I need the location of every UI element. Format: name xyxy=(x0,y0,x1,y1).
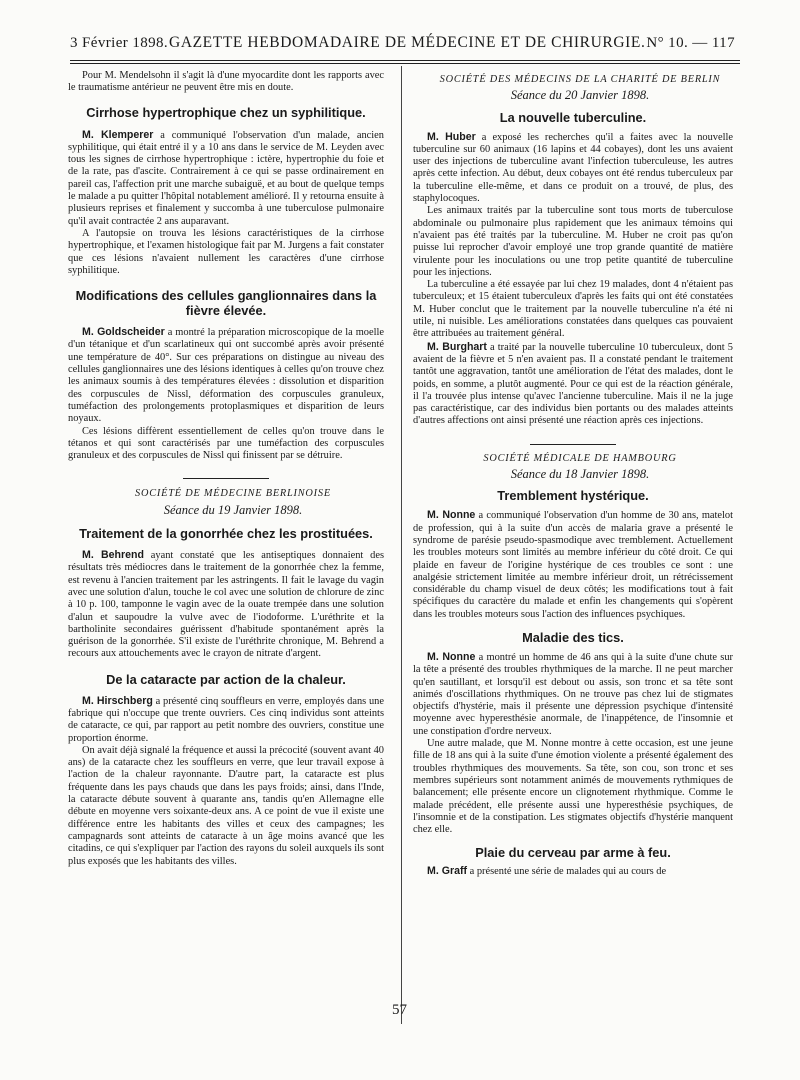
paragraph-klemperer: M. Klemperer a communiqué l'observation d'un malade, ancien syphilitique, qui était entré il y a 10 ans dans le service de M. Leyden avec tous les signes de cirrhose hypertrophique : ictère, hypertrophie du foie et de la rate, pas d'ascite. Contrairement à ce qui se passe ordinairement en pareil cas, l'affection prit une marche subaiguë, et au bout de quelque temps le malade a pu quitter l'hôpital notablement amélioré. Il y retourna ensuite à plusieurs reprises et finalement y succomba à une tuberculose pulmonaire qu'il avait contractée 2 ans auparavant. xyxy=(68,128,384,227)
heading-tremblement: Tremblement hystérique. xyxy=(497,488,649,504)
society-berlin: SOCIÉTÉ DE MÉDECINE BERLINOISE xyxy=(135,488,331,500)
paragraph-goldscheider: M. Goldscheider a montré la préparation microscopique de la moelle d'un tétanique et d'un scarlatineux qui ont succombé après avoir présenté une température de 40°. Sur ces préparations on distingue au niveau des cellules ganglionnaires une des lésions identiques à celles qu'on trouve chez les animaux soumis à des températures élevées : dissolution et disparition des corpuscules de Nissl, déformation des corpuscules granuleux, tuméfaction des prolongements protoplasmiques et disparition de leurs noyaux. xyxy=(68,326,385,425)
society-hambourg: SOCIÉTÉ MÉDICALE DE HAMBOURG xyxy=(483,452,677,464)
column-separator xyxy=(401,66,402,1024)
header-rule xyxy=(70,60,740,61)
header-title: GAZETTE HEBDOMADAIRE DE MÉDECINE ET DE CHIRURGIE. xyxy=(169,34,646,51)
author-nonne: M. Nonne xyxy=(427,650,476,663)
heading-tics: Maladie des tics. xyxy=(522,629,624,645)
paragraph-animaux: Les animaux traités par la tuberculine sont tous morts de tuberculose abdominale ou pulmonaire plus rapidement que les animaux témoins qui n'avaient pas été traités par la tuberculine. M. Huber ne croit pas qu'on puisse lui reprocher d'avoir employé une trop grande quantité de matière virulente pour les inoculations ou une trop petite quantité de tuberculine pour les injections. xyxy=(413,205,733,278)
heading-modifications: Modifications des cellules ganglionnaires dans la fièvre élevée. xyxy=(75,288,377,319)
paragraph-autre: Une autre malade, que M. Nonne montre à cette occasion, est une jeune fille de 18 ans qui à la suite d'une émotion violente a présenté également des troubles rhythmiques des mouvements. Sa tête, son cou, son tronc et ses membres supérieurs sont notamment animés de mouvements rythmiques de balancement; elle présente encore un clignotement rhythmique. Comme le malade précédent, elle présente aussi une hyperesthésie psychiques, de l'insomnie et de la constipation. Les stigmates objectifs d'hystérie manquent chez elle. xyxy=(413,738,733,836)
author-hirschberg: M. Hirschberg xyxy=(82,694,153,707)
paragraph-nonne-1: M. Nonne a communiqué l'observation d'un homme de 30 ans, matelot de profession, qui à la suite d'un accès de malaria grave a présenté le syndrome de parésie pseudo-spasmodique avec tremblement. Actuellement les troubles moteurs sont limités au membre inférieur du côté droit. Ce qui plaide en faveur de l'origine hystérique de ces troubles ce sont : une analgésie strictement limitée au membre inférieur droit, un rétrécissement considérable du champ visuel de deux côtés; les modifications tout à fait spécifiques du caractère du malade et enfin les changements qui s'opèrent dans les troubles moteurs sous l'action des influences psychiques. xyxy=(413,509,733,620)
paragraph-nonne-2: M. Nonne a montré un homme de 46 ans qui à la suite d'une chute sur la tête a présenté des troubles rhythmiques de la marche. Il ne peut marcher qu'en sautillant, et lorsqu'il est debout ou assis, son tronc et sa tête sont animés d'oscillations rhythmiques. On ne trouve pas chez lui de stigmates objectifs d'hystérie, mais il présente une dépression psychique d'intensité moyenne avec hyperesthésie anormale, de l'inappétence, de l'insomnie et une constipation d'ordre nerveux. xyxy=(413,650,733,737)
paragraph-burghart: M. Burghart a traité par la nouvelle tuberculine 10 tuberculeux, dont 5 avaient de la fièvre et 5 n'en avaient pas. Il a constaté pendant le traitement tantôt une aggravation, tantôt une amélioration de l'état des malades, dont le poids, en somme, a plutôt augmenté. Pour ce qui est de la réaction générale, il l'a trouvée plus intense qu'avec l'ancienne tuberculine. Mais il ne la juge pas caractéristique, car des individus bien portants ou des malades atteints d'autres affections ont ainsi présenté une réaction après ces injections. xyxy=(413,340,733,427)
page-number: 57 xyxy=(392,1002,407,1018)
author-behrend: M. Behrend xyxy=(82,549,144,562)
seance-berlin: Séance du 19 Janvier 1898. xyxy=(163,502,303,517)
paragraph-essayee: La tuberculine a été essayée par lui chez 19 malades, dont 4 n'étaient pas tuberculeux; et 15 étaient tuberculeux d'après les faits qui ont été constatées M. Huber conclut que le traitement par la nouvelle tuberculine n'a été ni utile, ni nuisible. Les améliorations constatées dans quelques cas pouvaient être attribuées au traitement général. xyxy=(413,279,733,340)
society-charite: SOCIÉTÉ DES MÉDECINS DE LA CHARITÉ DE BERLIN xyxy=(439,74,721,85)
seance-hambourg: Séance du 18 Janvier 1898. xyxy=(510,467,650,482)
paragraph-huber: M. Huber a exposé les recherches qu'il a faites avec la nouvelle tuberculine sur 60 animaux (16 lapins et 44 cobayes), dont les uns avaient user des injections de tuberculine avant l'infection tuberculeuse, les autres après cette infection. Au début, deux cobayes ont été rendus tuberculeux par la tuberculine elle-même, et dans ce produit on a trouvé, de plus, des staphylocoques. xyxy=(413,130,733,205)
paragraph-lesions: Ces lésions diffèrent essentiellement de celles qu'on trouve dans le tétanos et qui sont caractérisés par une tuméfaction des corpuscules granuleux et des corpuscules de Nissl qui finissent par se détruire. xyxy=(68,425,384,462)
paragraph-autopsie: A l'autopsie on trouva les lésions caractéristiques de la cirrhose hypertrophique, et l'examen histologique fait par M. Jurgens a fait constater que ces lésions n'avaient nullement les caractères d'une cirrhose syphilitique. xyxy=(68,227,384,276)
heading-plaie: Plaie du cerveau par arme à feu. xyxy=(475,845,671,861)
paragraph-behrend: M. Behrend ayant constaté que les antiseptiques donnaient des résultats très médiocres dans le traitement de la gonorrhée chez la femme, est revenu à l'ancien traitement par les astringents. Il fait le lavage du vagin avec une solution d'alun, touche le col avec une solution de chlorure de zinc à 10 p. 100, tamponne le vagin avec de la ouate trempée dans une solution d'alun et saupoudre la vulve avec de l'iodoforme. L'uréthrite et la bartholinite secondaires guérissent d'habitude spontanément après la guérison de la gonorrhée. S'il existe de l'uréthrite chronique, M. Behrend a recours aux attouchements avec le crayon de nitrate d'argent. xyxy=(68,549,384,660)
header-rule-double xyxy=(70,63,740,64)
author-nonne: M. Nonne xyxy=(427,509,476,522)
header-date: 3 Février 1898. xyxy=(70,35,169,51)
paragraph-hirschberg: M. Hirschberg a présenté cinq souffleurs en verre, employés dans une fabrique qui n'occupe que trente ouvriers. Ces cinq individus sont atteints de cataracte, ce qui, par rapport au petit nombre des ouvriers, constitue une proportion énorme. xyxy=(68,694,384,744)
heading-cirrhose: Cirrhose hypertrophique chez un syphilitique. xyxy=(86,104,366,120)
heading-gonorrhee: Traitement de la gonorrhée chez les prostituées. xyxy=(79,526,373,542)
seance-charite: Séance du 20 Janvier 1898. xyxy=(510,88,650,103)
author-burghart: M. Burghart xyxy=(427,340,487,353)
left-column xyxy=(68,70,384,868)
paragraph-graff: M. Graff a présenté une série de malades qui au cours de xyxy=(427,865,667,878)
heading-tuberculine: La nouvelle tuberculine. xyxy=(499,109,647,125)
author-goldscheider: M. Goldscheider xyxy=(82,326,165,339)
heading-cataracte: De la cataracte par action de la chaleur. xyxy=(106,671,346,687)
author-klemperer: M. Klemperer xyxy=(82,128,154,141)
page-header xyxy=(70,34,735,58)
header-number: N° 10. — 117 xyxy=(646,35,735,51)
paragraph-deja: On avait déjà signalé la fréquence et aussi la précocité (souvent avant 40 ans) de la cataracte chez les souffleurs en verre, que leur travail expose à l'action de la chaleur rayonnante. D'autre part, la cataracte est plus fréquente dans les pays chauds que dans les pays froids; ainsi, dans l'Inde, la cataracte débute souvent à quarante ans, tandis qu'en Allemagne elle débute en moyenne vers soixante-deux ans. A ce point de vue il existe une différence entre les habitants des villes et ceux des campagnes; les campagnards sont atteints de cataracte à un âge moins avancé que les citadins, ce qui s'expliquer par l'action des rayons du soleil auxquels ils sont plus exposés que les habitants des villes. xyxy=(68,744,384,867)
right-column xyxy=(413,74,733,879)
author-huber: M. Huber xyxy=(427,130,476,143)
author-graff: M. Graff xyxy=(427,865,468,878)
intro-paragraph: Pour M. Mendelsohn il s'agit là d'une myocardite dont les rapports avec le traumatisme antérieur ne peuvent être mis en doute. xyxy=(68,70,384,94)
